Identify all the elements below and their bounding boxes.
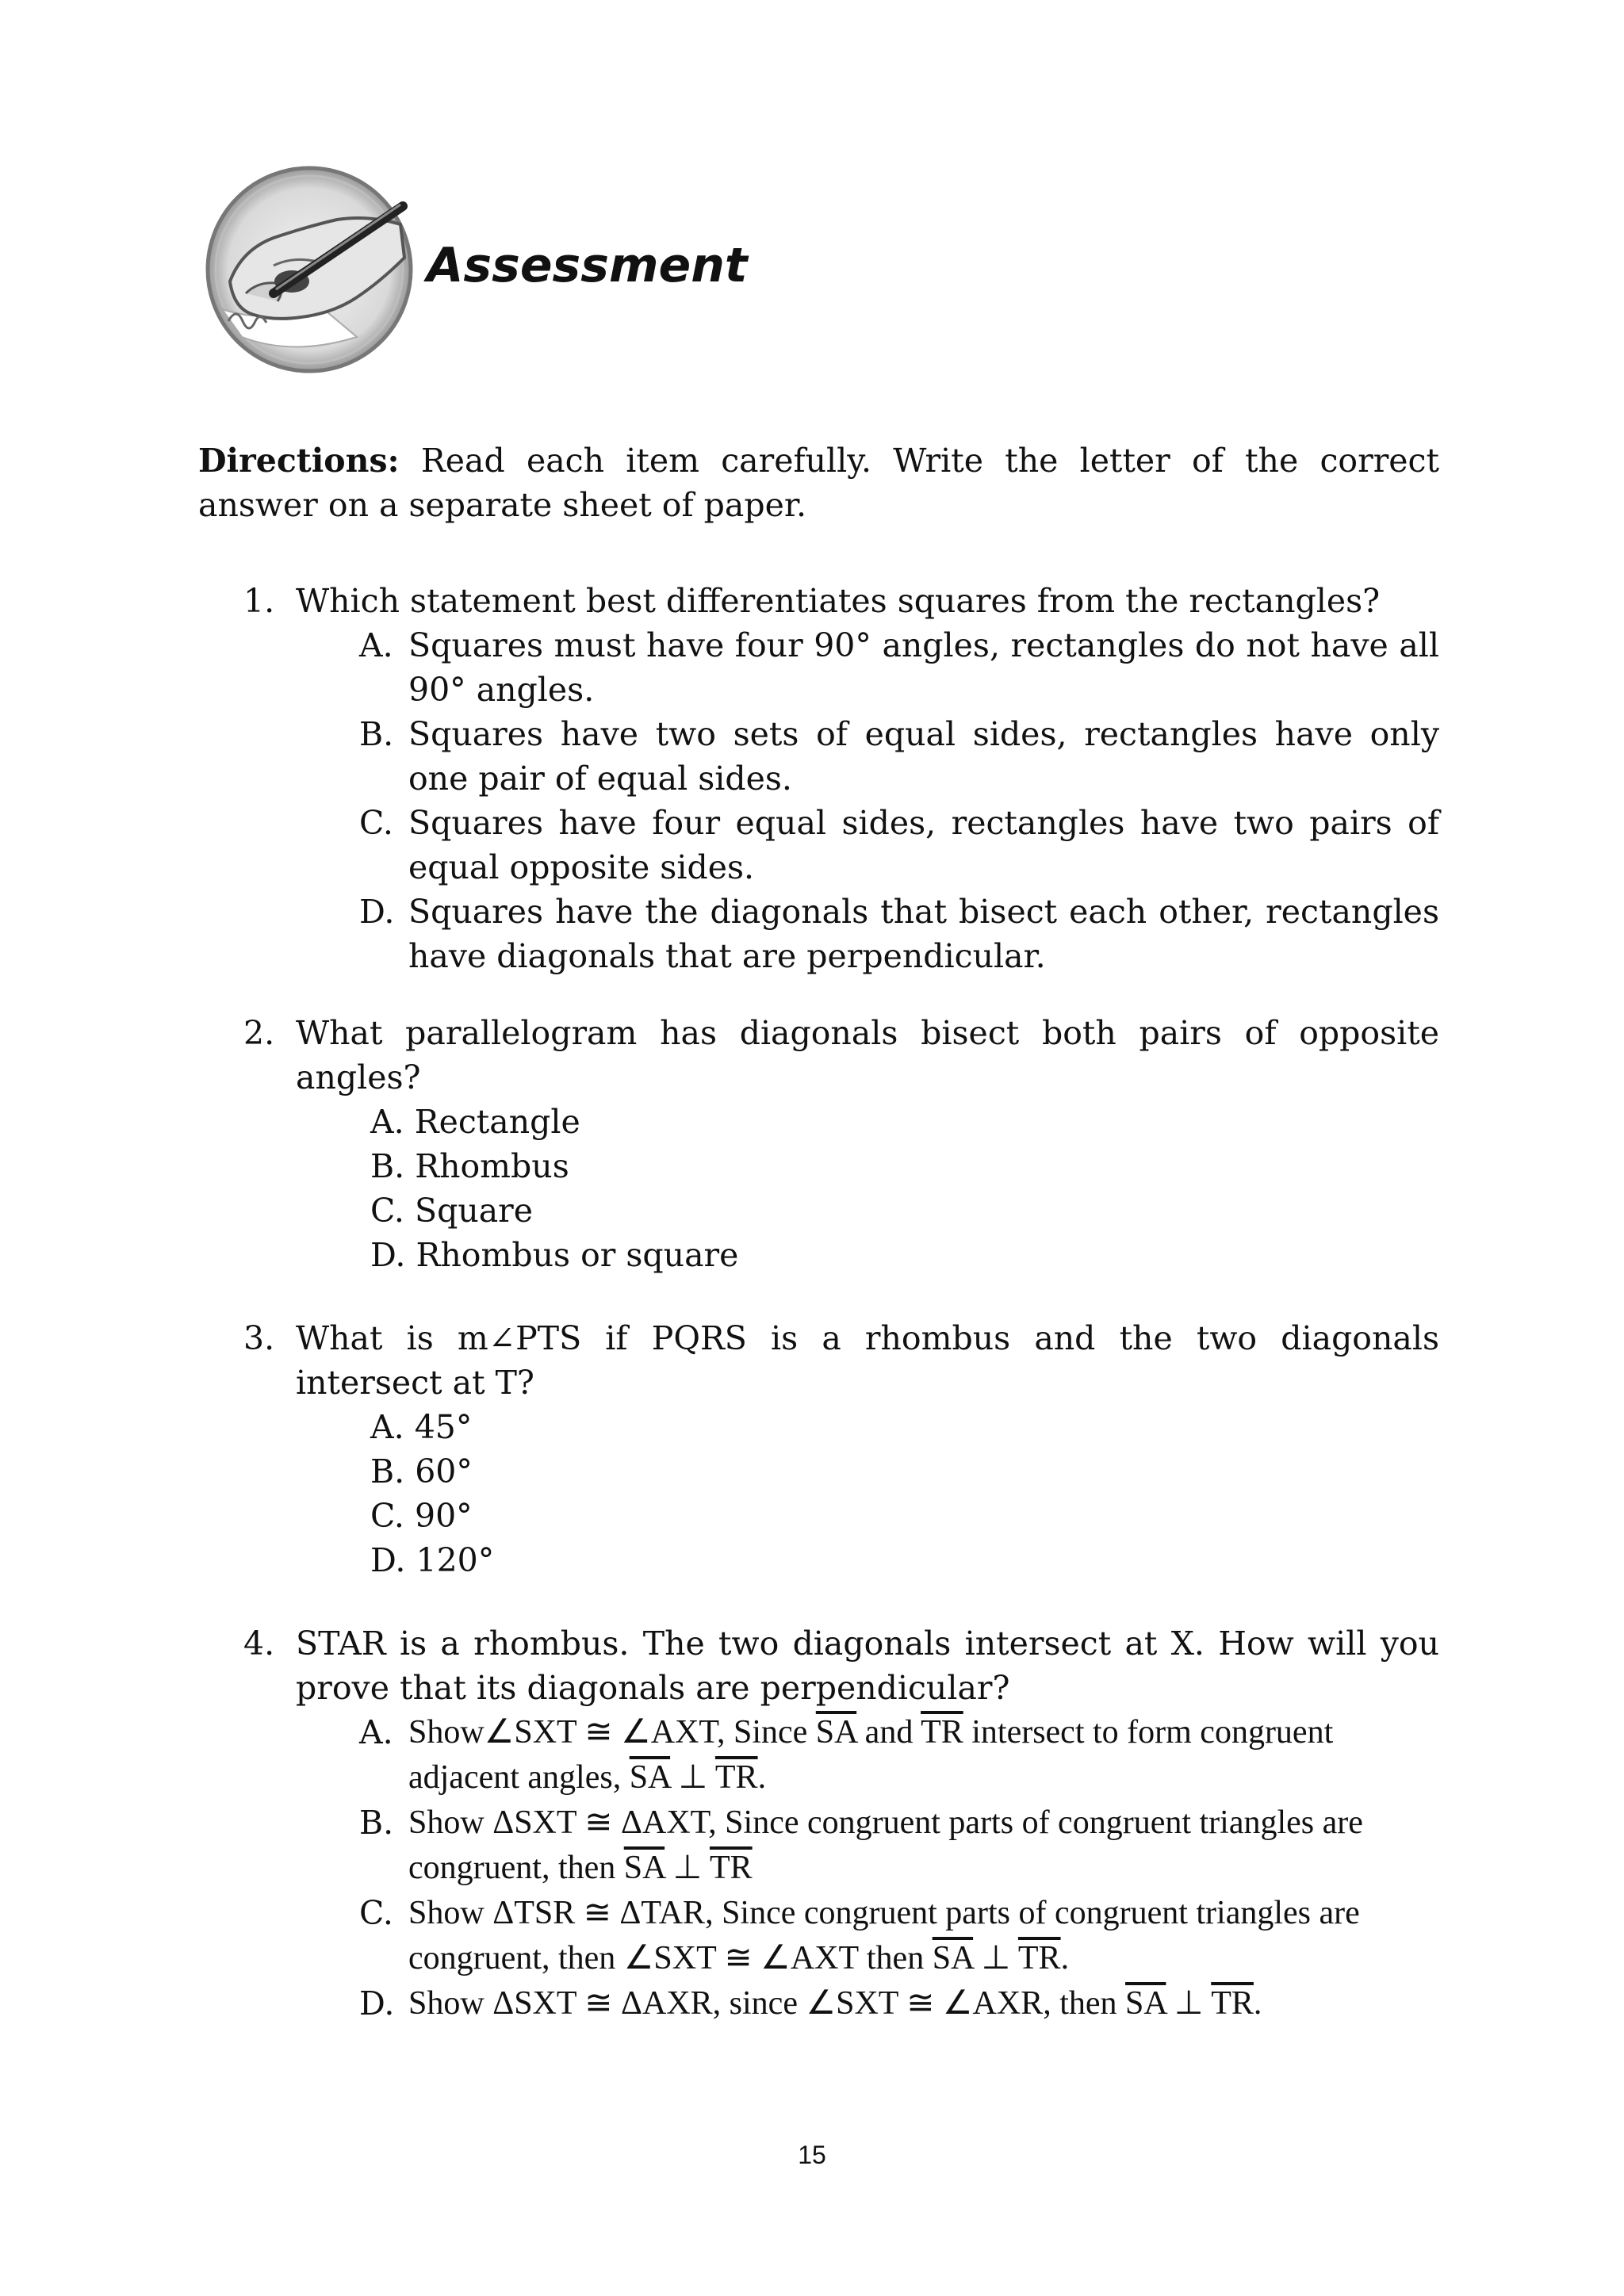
segment-sa: $\overline{SA}$ [815, 1714, 857, 1751]
option-text: Squares have two sets of equal sides, rectangles have only one pair of equal sides. [408, 715, 1439, 798]
option-text: Square [415, 1192, 534, 1230]
option-letter: A. [359, 1713, 393, 1751]
directions-text: Read each item carefully. Write the letter of the correct answer on a separate sheet of paper. [198, 442, 1439, 524]
option-c [370, 1494, 1439, 1538]
option-letter: A. [370, 1408, 404, 1446]
segment-tr: $\overline{TR}$ [709, 1850, 753, 1886]
options-list [370, 1100, 1439, 1277]
option-d [359, 890, 1439, 978]
option-letter: C. [370, 1497, 404, 1535]
option-c [359, 1891, 1439, 1981]
option-text: 45° [414, 1408, 473, 1446]
option-letter: D. [370, 1541, 406, 1579]
segment-tr: $\overline{TR}$ [1211, 1985, 1254, 2022]
page-number: 15 [798, 2141, 826, 2169]
option-text: Squares must have four 90° angles, rectangles do not have all 90° angles. [408, 626, 1439, 709]
option-d [359, 1981, 1439, 2026]
option-text: Rhombus [415, 1147, 569, 1185]
question-4 [243, 1621, 1439, 2026]
option-d [370, 1538, 1439, 1582]
option-text: 90° [415, 1497, 473, 1535]
option-text: 120° [416, 1541, 495, 1579]
page-title: Assessment [427, 238, 748, 293]
directions [198, 438, 1439, 527]
option-b [359, 712, 1439, 801]
question-2 [243, 1011, 1439, 1277]
option-letter: C. [359, 804, 393, 842]
options-list [370, 1405, 1439, 1582]
question-stem: What is m∠PTS if PQRS is a rhombus and the two diagonals intersect at T? [296, 1319, 1439, 1402]
option-a [359, 1710, 1439, 1800]
question-number: 3. [243, 1319, 275, 1357]
options-list [359, 623, 1439, 978]
question-3 [243, 1316, 1439, 1582]
directions-label: Directions: [198, 442, 400, 480]
question-stem: What parallelogram has diagonals bisect both pairs of opposite angles? [296, 1014, 1439, 1096]
option-a [370, 1100, 1439, 1144]
option-a [359, 623, 1439, 712]
option-text: Rectangle [414, 1103, 580, 1141]
question-1 [243, 579, 1439, 978]
option-letter: D. [359, 1984, 395, 2022]
option-letter: D. [370, 1236, 406, 1274]
option-text: Squares have four equal sides, rectangles have two pairs of equal opposite sides. [408, 804, 1439, 886]
option-a [370, 1405, 1439, 1449]
option-c [370, 1188, 1439, 1233]
option-text: Show∠SXT ≅ ∠AXT, Since $\overline{SA}$ and $\overline{TR}$ intersect to form congruent adjacent angles, $\overline{SA}$ ⊥ $\overline{TR}$. [408, 1714, 1334, 1796]
option-text: 60° [415, 1452, 473, 1490]
option-text: Show ΔSXT ≅ ΔAXT, Since congruent parts of congruent triangles are congruent, then $\overline{SA}$ ⊥ $\overline{TR}$ [408, 1804, 1363, 1886]
option-letter: D. [359, 893, 395, 931]
option-text: Rhombus or square [416, 1236, 739, 1274]
option-letter: C. [370, 1192, 404, 1230]
segment-tr: $\overline{TR}$ [921, 1714, 963, 1751]
option-b [359, 1800, 1439, 1891]
option-d [370, 1233, 1439, 1277]
option-letter: B. [370, 1452, 405, 1490]
segment-sa: $\overline{SA}$ [1125, 1985, 1166, 2022]
question-number: 1. [243, 582, 275, 620]
segment-sa: $\overline{SA}$ [623, 1850, 665, 1886]
segment-tr: $\overline{TR}$ [1017, 1940, 1061, 1976]
option-letter: B. [359, 715, 394, 753]
options-list [359, 1710, 1439, 2026]
option-text: Squares have the diagonals that bisect each other, rectangles have diagonals that are perpendicular. [408, 893, 1439, 975]
question-stem: STAR is a rhombus. The two diagonals intersect at X. How will you prove that its diagonals are perpendicular? [296, 1624, 1439, 1707]
option-letter: A. [359, 626, 393, 664]
option-letter: B. [370, 1147, 405, 1185]
question-stem: Which statement best differentiates squares from the rectangles? [296, 582, 1381, 620]
option-text: Show ΔTSR ≅ ΔTAR, Since congruent parts of congruent triangles are congruent, then ∠SXT ≅ ∠AXT then $\overline{SA}$ ⊥ $\overline{TR}$. [408, 1895, 1360, 1976]
option-letter: A. [370, 1103, 404, 1141]
question-number: 2. [243, 1014, 275, 1052]
segment-sa: $\overline{SA}$ [932, 1940, 974, 1976]
option-c [359, 801, 1439, 890]
option-letter: B. [359, 1804, 394, 1842]
hand-writing-icon [198, 163, 424, 377]
question-number: 4. [243, 1624, 275, 1663]
segment-tr: $\overline{TR}$ [714, 1759, 758, 1796]
option-text: Show ΔSXT ≅ ΔAXR, since ∠SXT ≅ ∠AXR, then $\overline{SA}$ ⊥ $\overline{TR}$. [408, 1985, 1262, 2022]
option-b [370, 1144, 1439, 1188]
option-letter: C. [359, 1894, 393, 1932]
segment-sa: $\overline{SA}$ [629, 1759, 671, 1796]
option-b [370, 1449, 1439, 1494]
